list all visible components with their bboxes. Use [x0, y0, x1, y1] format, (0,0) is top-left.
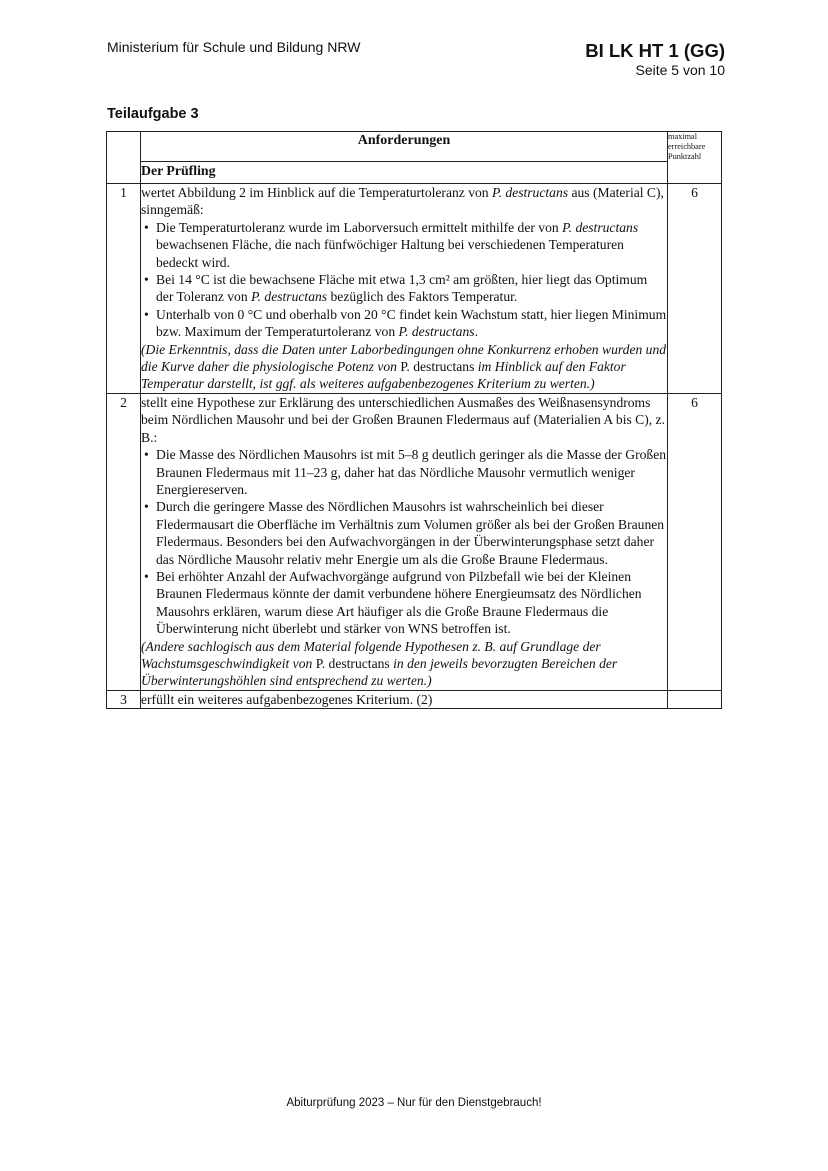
list-item: • Unterhalb von 0 °C und oberhalb von 20 °C findet kein Wachstum statt, hier liegen Minimum bzw. Maximum der Temperaturtoleranz von P. destructans. — [141, 306, 667, 341]
list-item: • Bei erhöhter Anzahl der Aufwachvorgänge aufgrund von Pilzbefall wie bei der Kleinen Braunen Fledermaus könnte der damit verbundene höhere Energieumsatz des Nördlichen Mausohrs erklären, warum diese Art häufiger als die Große Braune Fledermaus die Überwinterung nicht überlebt und stärker von WNS betroffen ist. — [141, 568, 667, 638]
list-item: • Bei 14 °C ist die bewachsene Fläche mit etwa 1,3 cm² am größten, hier liegt das Optimum der Toleranz von P. destructans bezüglich des Faktors Temperatur. — [141, 271, 667, 306]
table-header-row — [107, 132, 722, 162]
page-number: Seite 5 von 10 — [635, 62, 725, 78]
row-number: 3 — [107, 690, 141, 708]
row-points — [668, 690, 722, 708]
list-item: • Die Temperaturtoleranz wurde im Laborversuch ermittelt mithilfe der von P. destructans bewachsenen Fläche, die nach fünfwöchiger Haltung bei verschiedenen Temperaturen bedeckt wird. — [141, 219, 667, 271]
page-footer: Abiturprüfung 2023 – Nur für den Dienstgebrauch! — [286, 1097, 542, 1109]
ministry-name: Ministerium für Schule und Bildung NRW — [107, 39, 361, 55]
row-intro: wertet Abbildung 2 im Hinblick auf die Temperaturtoleranz von P. destructans aus (Material C), sinngemäß: — [141, 185, 664, 218]
row-note: (Andere sachlogisch aus dem Material folgende Hypothesen z. B. auf Grundlage der Wachstumsgeschwindigkeit von P. destructans in den jeweils bevorzugten Bereichen der Überwinterungshöhlen sind entsprechend zu werten.) — [141, 638, 618, 689]
table-row — [107, 690, 722, 708]
header-max-points: maximal erreichbare Punktzahl — [668, 132, 722, 184]
row-content — [141, 393, 668, 690]
row-content — [141, 184, 668, 394]
list-item: • Durch die geringere Masse des Nördlichen Mausohrs ist wahrscheinlich bei dieser Fledermausart die Oberfläche im Verhältnis zum Volumen größer als bei der Großen Braunen Fledermaus. Besonders bei den Aufwachvorgängen in der Überwinterungsphase setzt daher das Nördliche Mausohr relativ mehr Energie um als die Große Braune Fledermaus. — [141, 498, 667, 568]
row-note: (Die Erkenntnis, dass die Daten unter Laborbedingungen ohne Konkurrenz erhoben wurden und die Kurve daher die physiologische Potenz von P. destructans im Hinblick auf den Faktor Temperatur darstellt, ist ggf. als weiteres aufgabenbezogenes Kriterium zu werten.) — [141, 341, 667, 392]
requirements-table — [106, 131, 722, 709]
row-points: 6 — [668, 184, 722, 394]
table-row — [107, 184, 722, 394]
criteria-list — [141, 446, 667, 637]
list-item: • Die Masse des Nördlichen Mausohrs ist mit 5–8 g deutlich geringer als die Masse der Großen Braunen Fledermaus mit 11–23 g, daher hat das Nördliche Mausohr vermutlich weniger Energiereserven. — [141, 446, 667, 498]
section-title: Teilaufgabe 3 — [107, 106, 199, 122]
criteria-list — [141, 219, 667, 341]
row-points: 6 — [668, 393, 722, 690]
document-header — [585, 40, 725, 78]
header-requirements: Anforderungen — [141, 132, 668, 162]
header-candidate: Der Prüfling — [141, 162, 668, 184]
row-number: 2 — [107, 393, 141, 690]
table-subheader-row — [107, 162, 722, 184]
row-number: 1 — [107, 184, 141, 394]
row-intro: stellt eine Hypothese zur Erklärung des unterschiedlichen Ausmaßes des Weißnasensyndroms beim Nördlichen Mausohr und bei der Großen Braunen Fledermaus auf (Materialien A bis C), z. B.: — [141, 394, 665, 445]
row-content: erfüllt ein weiteres aufgabenbezogenes Kriterium. (2) — [141, 690, 668, 708]
header-number-cell — [107, 132, 141, 184]
table-row — [107, 393, 722, 690]
exam-code: BI LK HT 1 (GG) — [585, 40, 725, 61]
